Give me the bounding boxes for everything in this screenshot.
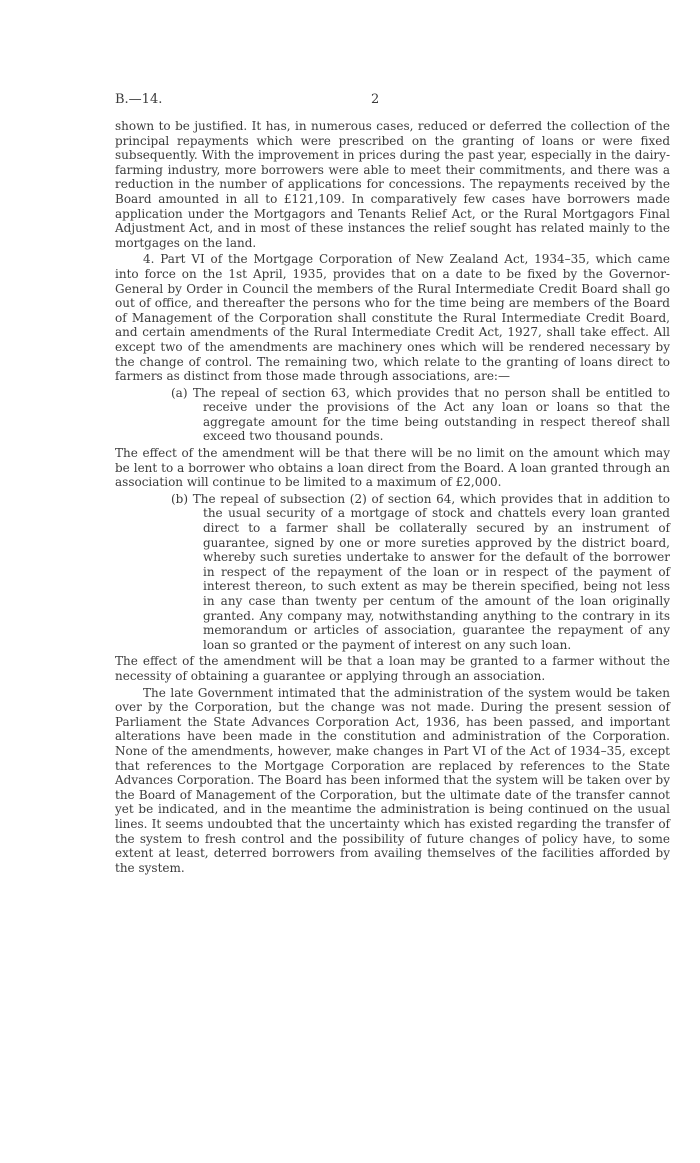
paragraph-effect-a: The effect of the amendment will be that there will be no limit on the amount which may be lent to a borrower who obtains a loan direct from the Board. A loan granted through an association will continue to be limited to a maximum of £2,000. bbox=[115, 446, 670, 490]
amendment-a: (a) The repeal of section 63, which provides that no person shall be entitled to receive under the provisions of the Act any loan or loans so that the aggregate amount for the time being outstanding in respect thereof shall exceed two thousand pounds. bbox=[171, 385, 670, 444]
paragraph-late-government: The late Government intimated that the administration of the system would be taken over by the Corporation, but the change was not made. During the present session of Parliament the State Advances Corporation Act, 1936, has been passed, and important alterations have been made in the constitution and administration of the Corporation. None of the amendments, however, make changes in Part VI of the Act of 1934–35, except that references to the Mortgage Corporation are replaced by references to the State Advances Corporation. The Board has been informed that the system will be taken over by the Board of Management of the Corporation, but the ultimate date of the transfer cannot yet be indicated, and in the meantime the administration is being continued on the usual lines. It seems undoubted that the uncertainty which has existed regarding the transfer of the system to fresh control and the possibility of future changes of policy have, to some extent at least, deterred borrowers from availing themselves of the facilities afforded by the system. bbox=[115, 685, 670, 875]
paragraph-4: 4. Part VI of the Mortgage Corporation of New Zealand Act, 1934–35, which came into force on the 1st April, 1935, provides that on a date to be fixed by the Governor-General by Order in Council the members of the Rural Intermediate Credit Board shall go out of office, and thereafter the persons who for the time being are members of the Board of Management of the Corporation shall constitute the Rural Intermediate Credit Board, and certain amendments of the Rural Intermediate Credit Act, 1927, shall take effect. All except two of the amendments are machinery ones which will be rendered necessary by the change of control. The remaining two, which relate to the granting of loans direct to farmers as distinct from those made through associations, are:— bbox=[115, 252, 670, 384]
amendment-b: (b) The repeal of subsection (2) of section 64, which provides that in addition to the usual security of a mortgage of stock and chattels every loan granted direct to a farmer shall be collaterally secured by an instrument of guarantee, signed by one or more sureties approved by the district board, whereby such sureties undertake to answer for the default of the borrower in respect of the repayment of the loan or in respect of the payment of interest thereon, to such extent as may be therein specified, being not less in any case than twenty per centum of the amount of the loan originally granted. Any company may, notwithstanding anything to the contrary in its memorandum or articles of association, guarantee the repayment of any loan so granted or the payment of interest on any such loan. bbox=[171, 491, 670, 652]
paragraph-continuation: shown to be justified. It has, in numerous cases, reduced or deferred the collection of the principal repayments which were prescribed on the granting of loans or were fixed subsequently. With the improvement in prices during the past year, especially in the dairy-farming industry, more borrowers were able to meet their commitments, and there was a reduction in the number of applications for concessions. The repayments received by the Board amounted in all to £121,109. In comparatively few cases have borrowers made application under the Mortgagors and Tenants Relief Act, or the Rural Mortgagors Final Adjustment Act, and in most of these instances the relief sought has related mainly to the mortgages on the land. bbox=[115, 119, 670, 250]
body-text bbox=[115, 119, 670, 877]
page-number: 2 bbox=[371, 92, 380, 107]
document-reference: B.—14. bbox=[115, 92, 163, 107]
page-header bbox=[115, 92, 670, 110]
paragraph-effect-b: The effect of the amendment will be that a loan may be granted to a farmer without the necessity of obtaining a guarantee or applying through an association. bbox=[115, 654, 670, 683]
